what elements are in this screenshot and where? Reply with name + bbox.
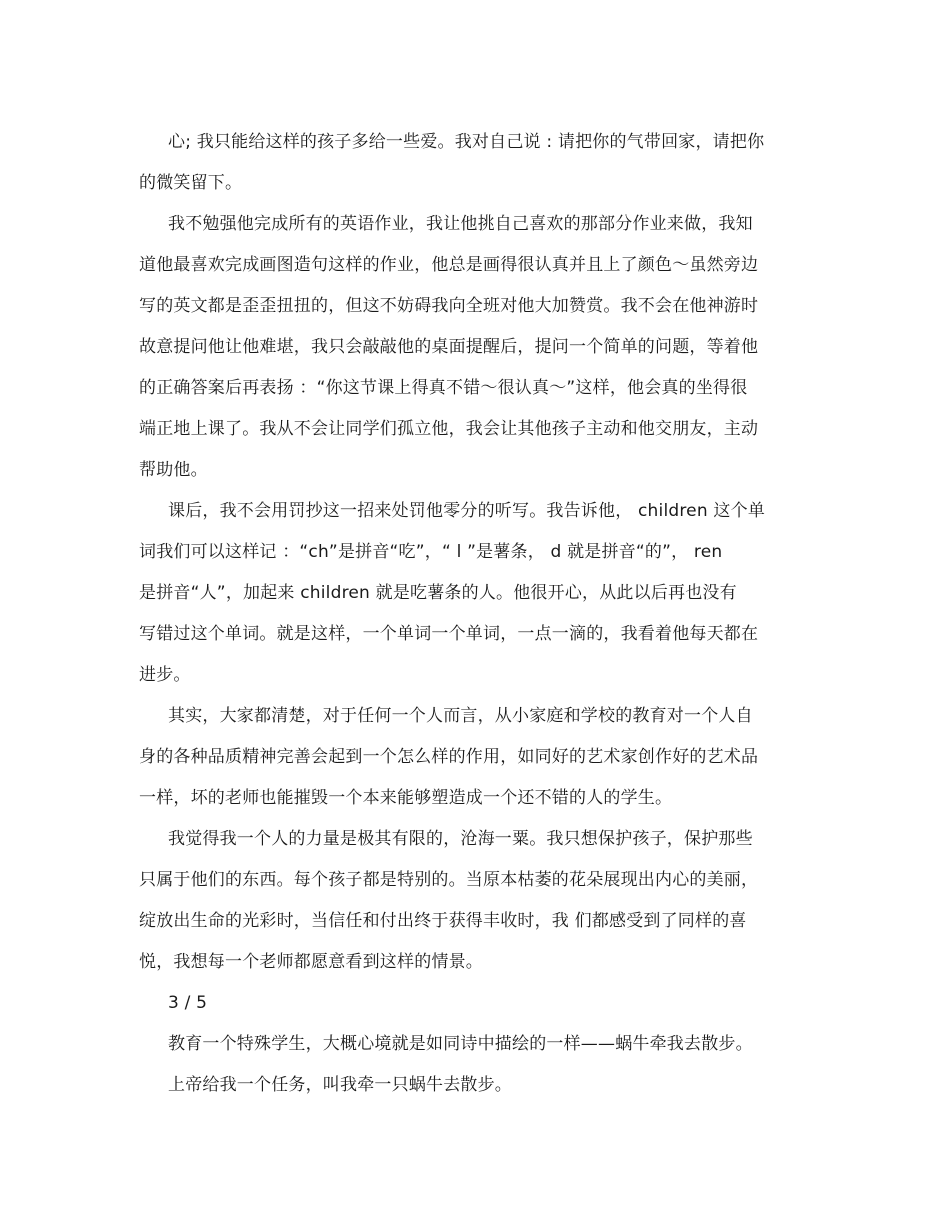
text-line: 道他最喜欢完成画图造句这样的作业，他总是画得很认真并且上了颜色～虽然旁边 [139, 255, 759, 275]
text-line: 其实，大家都清楚，对于任何一个人而言，从小家庭和学校的教育对一个人自 [168, 706, 753, 726]
text-line: 词我们可以这样记 ：“ch”是拼音“吃”，“ l ”是薯条， d 就是拼音“的”， ren [139, 542, 723, 562]
text-line: 绽放出生命的光彩时，当信任和付出终于获得丰收时，我 们都感受到了同样的喜 [139, 911, 747, 931]
text-line: 心; 我只能给这样的孩子多给一些爱。我对自己说 : 请把你的气带回家，请把你 [168, 132, 765, 152]
text-line: 悦，我想每一个老师都愿意看到这样的情景。 [139, 952, 483, 972]
text-line: 帮助他。 [139, 460, 208, 480]
text-line: 我觉得我一个人的力量是极其有限的，沧海一粟。我只想保护孩子，保护那些 [168, 829, 753, 849]
text-line: 写错过这个单词。就是这样，一个单词一个单词，一点一滴的，我看着他每天都在 [139, 624, 759, 644]
text-line: 端正地上课了。我从不会让同学们孤立他，我会让其他孩子主动和他交朋友，主动 [139, 419, 759, 439]
page-number: 3 / 5 [168, 993, 208, 1013]
text-line: 故意提问他让他难堪，我只会敲敲他的桌面提醒后，提问一个简单的问题，等着他 [139, 337, 759, 357]
text-line: 是拼音“人”，加起来 children 就是吃薯条的人。他很开心，从此以后再也没有 [139, 583, 737, 603]
text-line: 身的各种品质精神完善会起到一个怎么样的作用，如同好的艺术家创作好的艺术品 [139, 747, 759, 767]
text-line: 只属于他们的东西。每个孩子都是特别的。当原本枯萎的花朵展现出内心的美丽， [139, 870, 759, 890]
text-line: 我不勉强他完成所有的英语作业，我让他挑自己喜欢的那部分作业来做，我知 [168, 214, 753, 234]
text-line: 教育一个特殊学生，大概心境就是如同诗中描绘的一样——蜗牛牵我去散步。 [168, 1034, 753, 1054]
text-line: 的微笑留下。 [139, 173, 243, 193]
text-line: 进步。 [139, 665, 191, 685]
text-line: 上帝给我一个任务，叫我牵一只蜗牛去散步。 [168, 1075, 512, 1095]
text-line: 写的英文都是歪歪扭扭的，但这不妨碍我向全班对他大加赞赏。我不会在他神游时 [139, 296, 759, 316]
text-line: 的正确答案后再表扬 ：“你这节课上得真不错～很认真～”这样，他会真的坐得很 [139, 378, 748, 398]
text-line: 课后，我不会用罚抄这一招来处罚他零分的听写。我告诉他， children 这个单 [168, 501, 766, 521]
text-line: 一样，坏的老师也能摧毁一个本来能够塑造成一个还不错的人的学生。 [139, 788, 673, 808]
